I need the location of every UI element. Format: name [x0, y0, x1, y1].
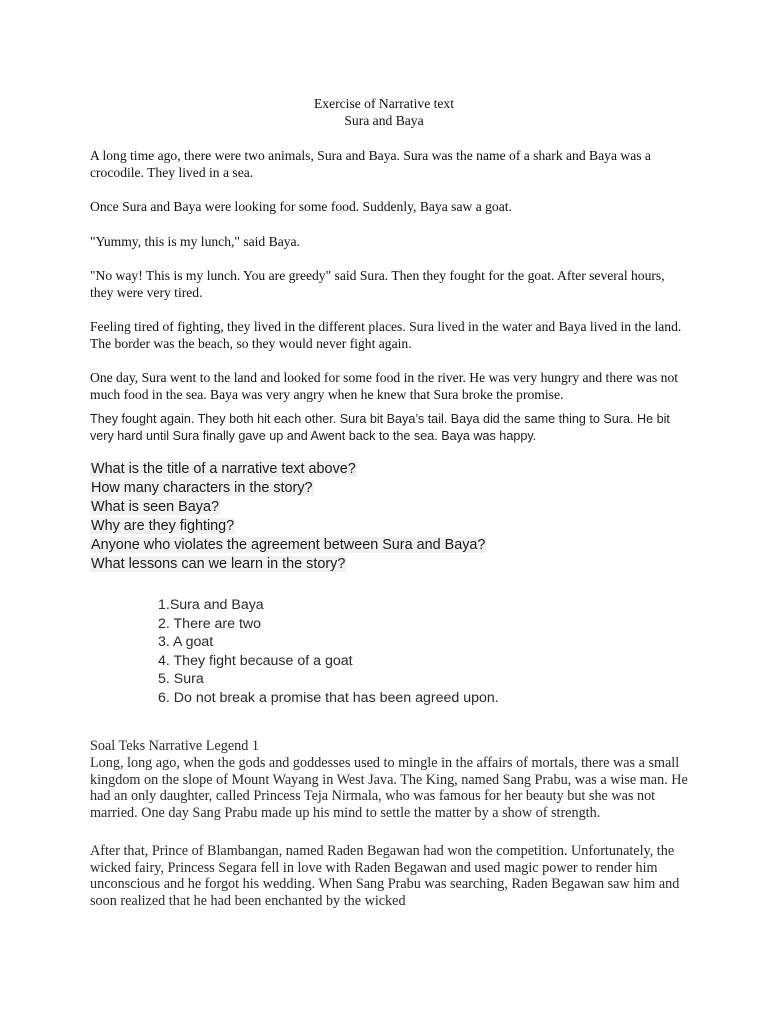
legend-heading: Soal Teks Narrative Legend 1 — [90, 738, 259, 754]
answer-item: 5. Sura — [158, 671, 204, 687]
answer-item: 2. There are two — [158, 615, 262, 632]
document-title: Exercise of Narrative text — [313, 96, 455, 111]
story-title: Sura and Baya — [344, 113, 424, 128]
question-item: What is the title of a narrative text above? — [91, 461, 356, 477]
story-paragraph-1: A long time ago, there were two animals, Sura and Baya. Sura was the name of a shark and Baya was a crocodile. They lived in a sea. — [90, 148, 651, 180]
question-item: What lessons can we learn in the story? — [91, 556, 346, 572]
answer-list — [158, 596, 499, 707]
question-list — [90, 460, 486, 574]
answer-item: 4. They fight because of a goat — [158, 652, 353, 669]
story-paragraph-5: Feeling tired of fighting, they lived in the different places. Sura lived in the water and Baya lived in the land. The border was the beach, so they would never fight again. — [90, 319, 682, 351]
question-item: How many characters in the story? — [91, 480, 313, 496]
legend-paragraph-1: Long, long ago, when the gods and goddesses used to mingle in the affairs of mortals, there was a small kingdom on the slope of Mount Wayang in West Java. The King, named Sang Prabu, was a wise man. He had an only daughter, called Princess Teja Nirmala, who was famous for her beauty but she was not married. One day Sang Prabu made up his mind to settle the matter by a show of strength. — [90, 755, 688, 821]
answer-item: 1.Sura and Baya — [158, 597, 264, 613]
story-paragraph-7: They fought again. They both hit each other. Sura bit Baya’s tail. Baya did the same thing to Sura. He bit very hard until Sura finally gave up and Awent back to the sea. Baya was happy. — [90, 412, 670, 443]
legend-paragraph-2: After that, Prince of Blambangan, named Raden Begawan had won the competition. Unfortunately, the wicked fairy, Princess Segara fell in love with Raden Begawan and used magic power to render him unconscious and he forgot his wedding. When Sang Prabu was searching, Raden Begawan saw him and soon realized that he had been enchanted by the wicked — [90, 843, 680, 909]
answer-item: 6. Do not break a promise that has been agreed upon. — [158, 689, 499, 706]
question-item: Anyone who violates the agreement between Sura and Baya? — [91, 537, 486, 553]
answer-item: 3. A goat — [158, 634, 214, 650]
story-paragraph-6: One day, Sura went to the land and looked for some food in the river. He was very hungry and there was not much food in the sea. Baya was very angry when he knew that Sura broke the promise. — [90, 370, 679, 402]
question-item: Why are they fighting? — [91, 518, 235, 534]
story-paragraph-2: Once Sura and Baya were looking for some food. Suddenly, Baya saw a goat. — [90, 199, 512, 214]
story-paragraph-4: "No way! This is my lunch. You are greedy" said Sura. Then they fought for the goat. After several hours, they were very tired. — [90, 268, 665, 300]
story-paragraph-3: "Yummy, this is my lunch," said Baya. — [90, 234, 300, 249]
question-item: What is seen Baya? — [91, 499, 219, 515]
